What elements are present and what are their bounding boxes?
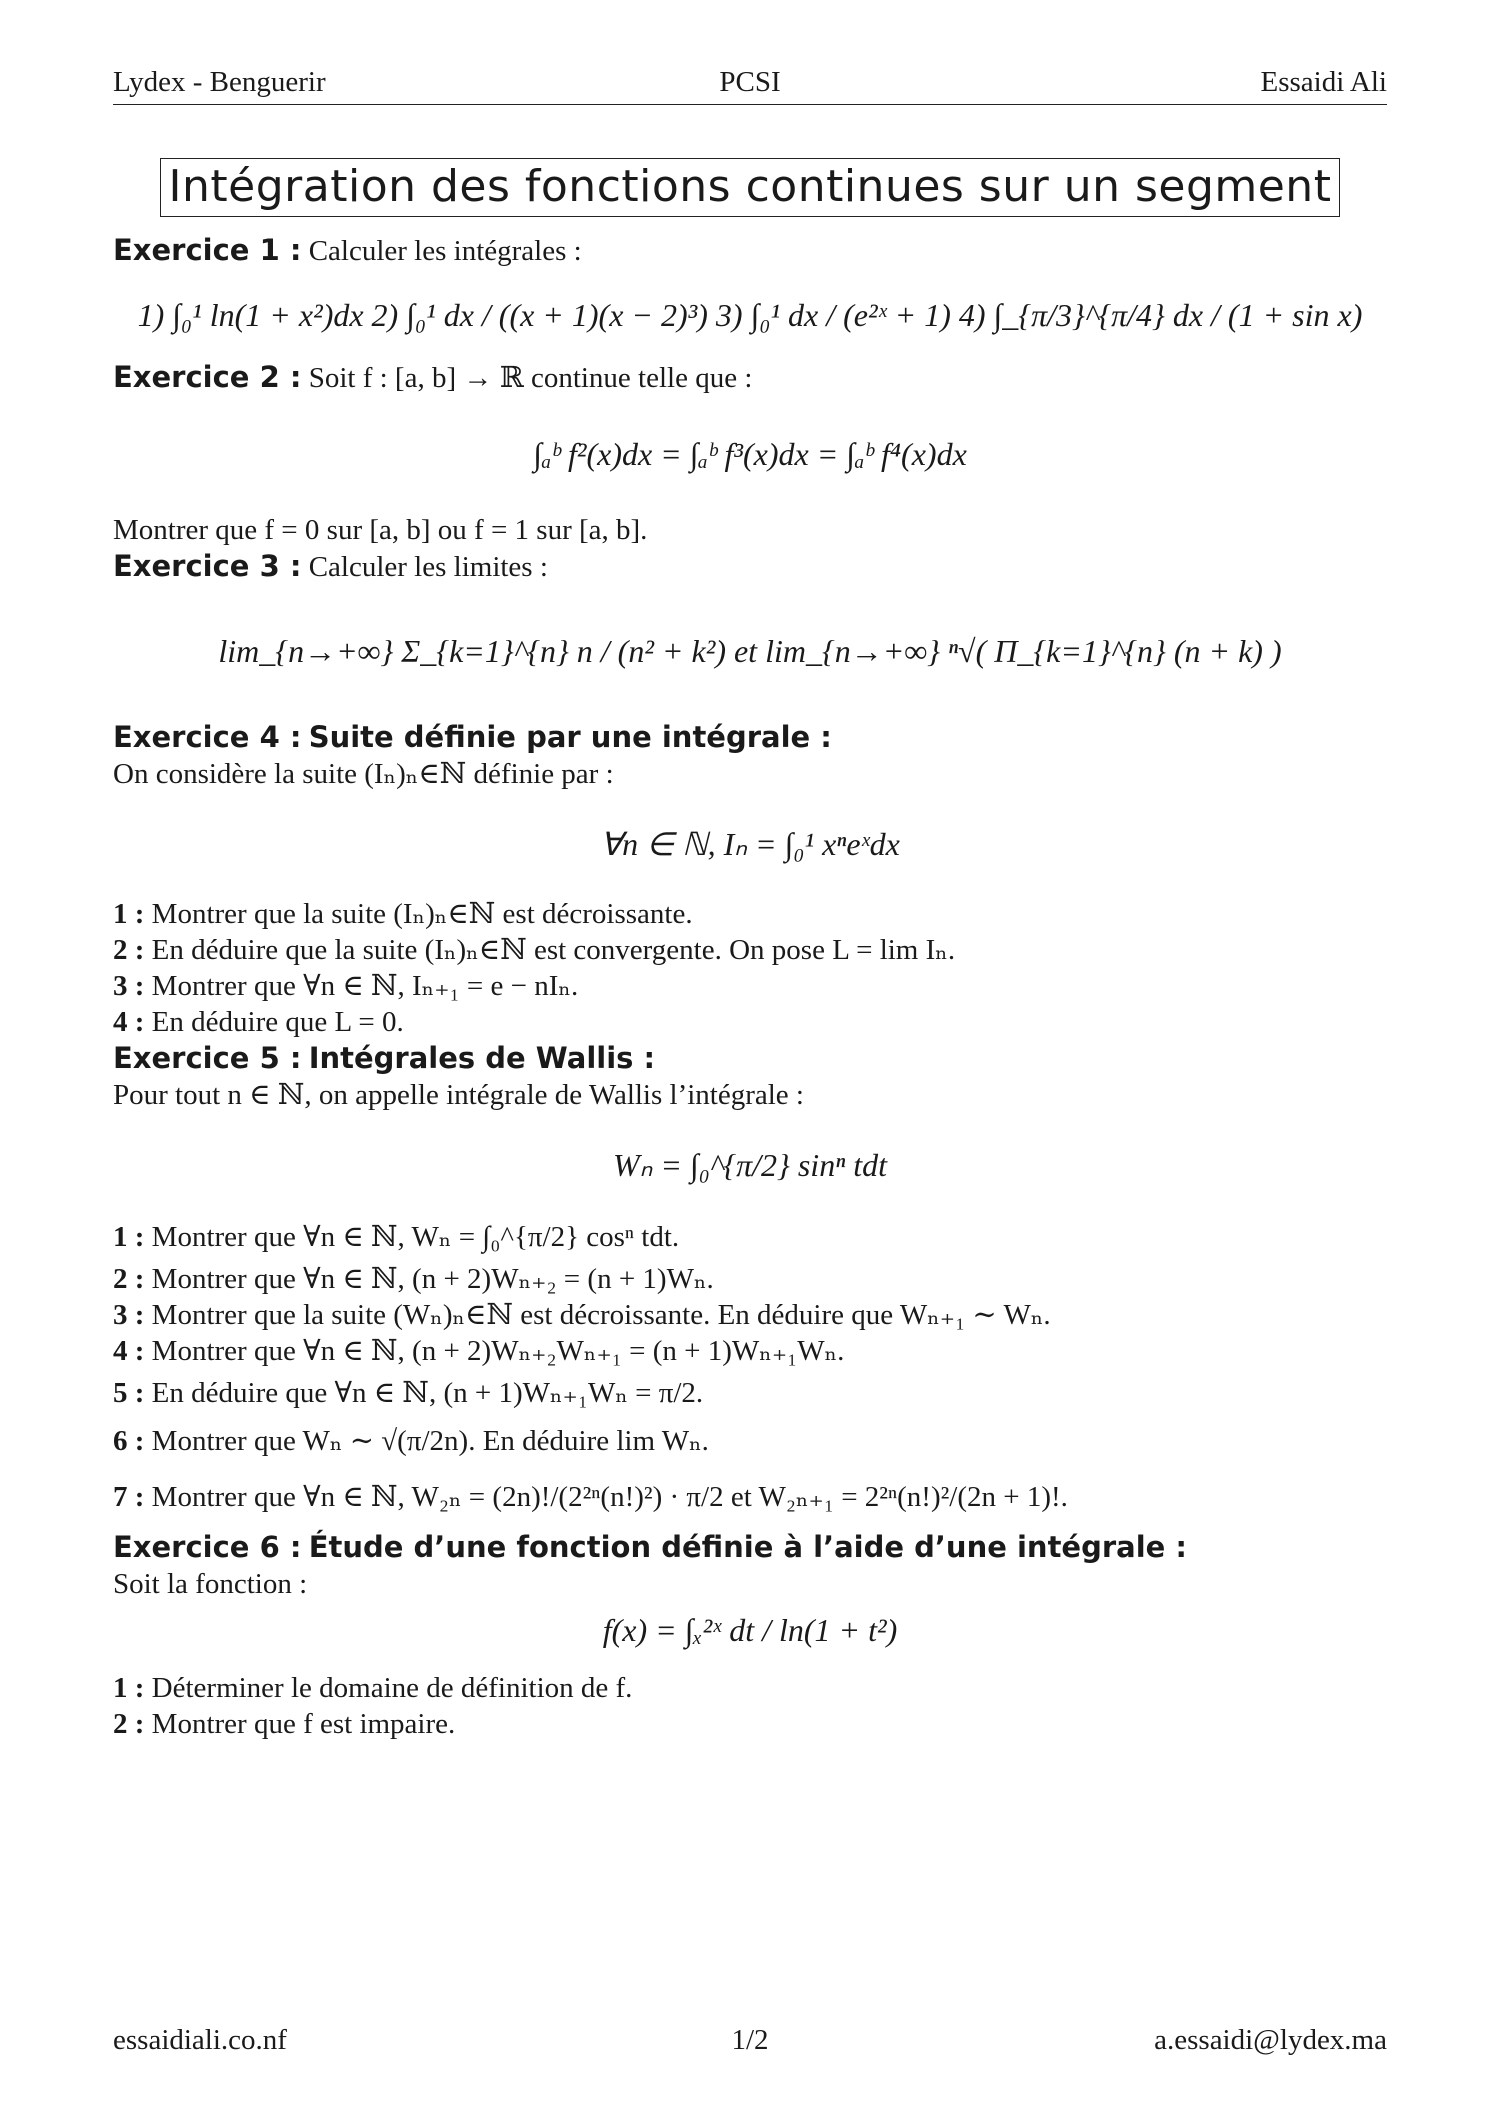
page-header	[113, 62, 1387, 105]
question-item: 1 : Montrer que la suite (Iₙ)ₙ∈ℕ est décroissante.	[113, 898, 693, 930]
exercise-label: Exercice 1 :	[113, 233, 302, 267]
exercise-intro: Soit la fonction :	[113, 1568, 308, 1600]
exercise-intro: Calculer les limites :	[308, 551, 548, 583]
question-item: 2 : Montrer que f est impaire.	[113, 1708, 456, 1740]
exercise-2-heading	[113, 359, 1387, 396]
exercise-6-definition: f(x) = ∫ₓ²ˣ dt / ln(1 + t²)	[602, 1612, 898, 1648]
question-item: 3 : Montrer que la suite (Wₙ)ₙ∈ℕ est décroissante. En déduire que Wₙ₊₁ ∼ Wₙ.	[113, 1299, 1051, 1331]
exercise-label: Exercice 3 :	[113, 549, 302, 583]
question-item: 2 : En déduire que la suite (Iₙ)ₙ∈ℕ est convergente. On pose L = lim Iₙ.	[113, 934, 956, 966]
exercise-subtitle: Intégrales de Wallis :	[308, 1041, 656, 1075]
page-footer	[113, 2024, 1387, 2060]
exercise-label: Exercice 5 :	[113, 1041, 302, 1075]
exercise-1-heading	[113, 232, 1387, 269]
question-item: 4 : En déduire que L = 0.	[113, 1006, 404, 1038]
exercise-6-heading	[113, 1529, 1387, 1566]
exercise-subtitle: Étude d’une fonction définie à l’aide d’une intégrale :	[308, 1530, 1188, 1564]
exercise-3-limits: lim_{n→+∞} Σ_{k=1}^{n} n / (n² + k²) et lim_{n→+∞} ⁿ√( Π_{k=1}^{n} (n + k) )	[218, 633, 1282, 669]
exercise-4-heading	[113, 719, 1387, 756]
exercise-5-heading	[113, 1040, 1387, 1077]
header-school: Lydex - Benguerir	[113, 66, 326, 98]
title-block	[0, 158, 1500, 217]
question-item: 1 : Montrer que ∀n ∈ ℕ, Wₙ = ∫₀^{π/2} cosⁿ tdt.	[113, 1221, 680, 1253]
question-item: 3 : Montrer que ∀n ∈ ℕ, Iₙ₊₁ = e − nIₙ.	[113, 970, 579, 1002]
page-title: Intégration des fonctions continues sur un segment	[160, 158, 1341, 217]
footer-page-number: 1/2	[731, 2024, 769, 2056]
exercise-subtitle: Suite définie par une intégrale :	[308, 720, 832, 754]
exercise-label: Exercice 6 :	[113, 1530, 302, 1564]
question-item: 6 : Montrer que Wₙ ∼ √(π/2n). En déduire lim Wₙ.	[113, 1425, 709, 1457]
question-item: 4 : Montrer que ∀n ∈ ℕ, (n + 2)Wₙ₊₂Wₙ₊₁ = (n + 1)Wₙ₊₁Wₙ.	[113, 1335, 845, 1367]
exercise-4-definition: ∀n ∈ ℕ, Iₙ = ∫₀¹ xⁿeˣdx	[600, 826, 900, 862]
footer-email: a.essaidi@lydex.ma	[1154, 2024, 1387, 2056]
exercises-content	[113, 232, 1387, 1742]
exercise-1-integrals: 1) ∫₀¹ ln(1 + x²)dx 2) ∫₀¹ dx / ((x + 1)(x − 2)³) 3) ∫₀¹ dx / (e²ˣ + 1) 4) ∫_{π/3}^{π/4} dx / (1 + sin x)	[137, 297, 1363, 333]
header-author: Essaidi Ali	[1260, 66, 1387, 98]
question-item: 1 : Déterminer le domaine de définition de f.	[113, 1672, 633, 1704]
exercise-intro: Calculer les intégrales :	[308, 235, 582, 267]
exercise-label: Exercice 4 :	[113, 720, 302, 754]
question-item: 2 : Montrer que ∀n ∈ ℕ, (n + 2)Wₙ₊₂ = (n + 1)Wₙ.	[113, 1263, 714, 1295]
exercise-2-equation: ∫ₐᵇ f²(x)dx = ∫ₐᵇ f³(x)dx = ∫ₐᵇ f⁴(x)dx	[533, 436, 967, 472]
question-item: 7 : Montrer que ∀n ∈ ℕ, W₂ₙ = (2n)!/(2²ⁿ(n!)²) · π/2 et W₂ₙ₊₁ = 2²ⁿ(n!)²/(2n + 1)!.	[113, 1481, 1068, 1513]
exercise-label: Exercice 2 :	[113, 360, 302, 394]
exercise-intro: Pour tout n ∈ ℕ, on appelle intégrale de Wallis l’intégrale :	[113, 1079, 804, 1111]
exercise-3-heading	[113, 548, 1387, 585]
question-item: 5 : En déduire que ∀n ∈ ℕ, (n + 1)Wₙ₊₁Wₙ = π/2.	[113, 1377, 704, 1409]
footer-website: essaidiali.co.nf	[113, 2024, 287, 2056]
header-class: PCSI	[719, 66, 781, 98]
exercise-5-definition: Wₙ = ∫₀^{π/2} sinⁿ tdt	[612, 1147, 888, 1183]
exercise-intro: On considère la suite (Iₙ)ₙ∈ℕ définie par :	[113, 758, 614, 790]
exercise-intro: Soit f : [a, b] → ℝ continue telle que :	[308, 362, 753, 394]
exercise-2-statement: Montrer que f = 0 sur [a, b] ou f = 1 sur [a, b].	[113, 514, 648, 546]
